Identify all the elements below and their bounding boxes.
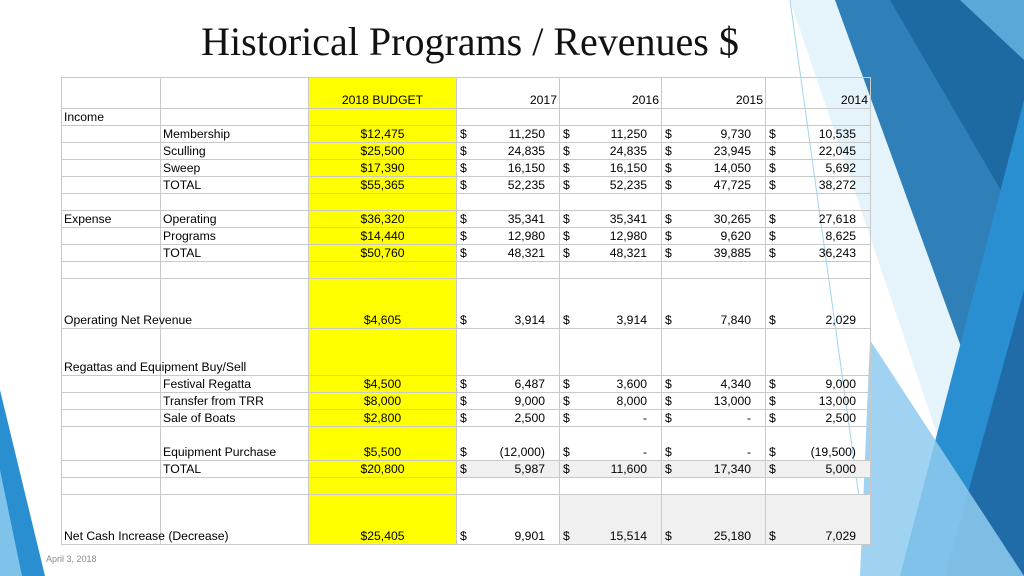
empty-cell xyxy=(662,329,766,376)
currency-symbol: $ xyxy=(769,212,776,226)
spacer-row xyxy=(62,478,871,495)
empty-cell xyxy=(560,194,662,211)
currency-symbol: $ xyxy=(665,212,672,226)
empty-cell xyxy=(662,262,766,279)
empty-cell xyxy=(161,194,309,211)
amount-value: 23,945 xyxy=(713,144,751,158)
row-label: Sale of Boats xyxy=(161,410,309,427)
amount-value: 2,029 xyxy=(825,313,856,327)
amount-cell xyxy=(662,177,766,194)
empty-cell xyxy=(766,262,871,279)
table-row xyxy=(62,177,871,194)
section-label: Regattas and Equipment Buy/Sell xyxy=(62,329,161,376)
amount-value: 39,885 xyxy=(713,246,751,260)
table-row xyxy=(62,228,871,245)
budget-cell: $36,320 xyxy=(309,211,457,228)
currency-symbol: $ xyxy=(563,229,570,243)
amount-value: 7,029 xyxy=(825,529,856,543)
amount-cell xyxy=(457,211,560,228)
empty-cell xyxy=(161,478,309,495)
currency-symbol: $ xyxy=(563,411,570,425)
empty-cell xyxy=(662,194,766,211)
currency-symbol: $ xyxy=(769,445,776,459)
header-empty-cell xyxy=(62,78,161,109)
section-label: Operating Net Revenue xyxy=(62,279,161,329)
amount-value: 25,180 xyxy=(713,529,751,543)
amount-cell xyxy=(662,143,766,160)
currency-symbol: $ xyxy=(769,178,776,192)
row-label: TOTAL xyxy=(161,245,309,262)
header-row xyxy=(62,78,871,109)
amount-cell xyxy=(560,279,662,329)
budget-empty-cell xyxy=(309,329,457,376)
header-2014: 2014 xyxy=(766,78,871,109)
currency-symbol: $ xyxy=(665,127,672,141)
currency-symbol: $ xyxy=(563,246,570,260)
currency-symbol: $ xyxy=(460,394,467,408)
empty-cell xyxy=(161,109,309,126)
amount-value: 48,321 xyxy=(609,246,647,260)
amount-value: 11,250 xyxy=(508,127,545,141)
currency-symbol: $ xyxy=(563,161,570,175)
empty-cell xyxy=(62,160,161,177)
empty-cell xyxy=(62,126,161,143)
amount-cell xyxy=(457,461,560,478)
currency-symbol: $ xyxy=(460,127,467,141)
currency-symbol: $ xyxy=(460,411,467,425)
amount-value: 14,050 xyxy=(713,161,751,175)
amount-cell xyxy=(662,160,766,177)
amount-cell xyxy=(662,245,766,262)
empty-cell xyxy=(457,262,560,279)
amount-value: 38,272 xyxy=(818,178,856,192)
table-row xyxy=(62,211,871,228)
amount-cell xyxy=(560,211,662,228)
amount-value: 5,000 xyxy=(825,462,856,476)
amount-value: 10,535 xyxy=(818,127,856,141)
empty-cell xyxy=(662,109,766,126)
currency-symbol: $ xyxy=(563,462,570,476)
amount-value: 12,980 xyxy=(507,229,545,243)
empty-cell xyxy=(662,478,766,495)
amount-cell xyxy=(457,279,560,329)
amount-value: 6,487 xyxy=(514,377,545,391)
header-empty-cell xyxy=(161,78,309,109)
amount-value: 16,150 xyxy=(507,161,545,175)
amount-value: - xyxy=(642,411,647,425)
currency-symbol: $ xyxy=(769,229,776,243)
amount-cell xyxy=(766,495,871,545)
empty-cell xyxy=(62,427,161,461)
amount-value: 13,000 xyxy=(818,394,856,408)
currency-symbol: $ xyxy=(460,246,467,260)
amount-cell xyxy=(560,177,662,194)
amount-value: 11,250 xyxy=(610,127,647,141)
empty-cell xyxy=(457,329,560,376)
amount-value: 48,321 xyxy=(507,246,545,260)
table-row xyxy=(62,393,871,410)
currency-symbol: $ xyxy=(665,178,672,192)
amount-cell xyxy=(560,427,662,461)
amount-value: 3,914 xyxy=(616,313,647,327)
empty-cell xyxy=(457,194,560,211)
amount-cell xyxy=(457,410,560,427)
amount-cell xyxy=(560,495,662,545)
empty-cell xyxy=(560,329,662,376)
row-label: TOTAL xyxy=(161,461,309,478)
row-label: Transfer from TRR xyxy=(161,393,309,410)
row-label: Sweep xyxy=(161,160,309,177)
budget-cell: $4,605 xyxy=(309,279,457,329)
currency-symbol: $ xyxy=(563,127,570,141)
amount-cell xyxy=(457,427,560,461)
currency-symbol: $ xyxy=(460,161,467,175)
amount-cell xyxy=(766,211,871,228)
amount-value: 3,600 xyxy=(616,377,647,391)
amount-cell xyxy=(560,160,662,177)
currency-symbol: $ xyxy=(769,313,776,327)
currency-symbol: $ xyxy=(665,161,672,175)
empty-cell xyxy=(560,109,662,126)
amount-value: - xyxy=(746,411,751,425)
amount-value: 52,235 xyxy=(609,178,647,192)
amount-cell xyxy=(766,279,871,329)
table-row xyxy=(62,410,871,427)
currency-symbol: $ xyxy=(460,212,467,226)
empty-cell xyxy=(62,228,161,245)
budget-cell: $12,475 xyxy=(309,126,457,143)
budget-cell: $55,365 xyxy=(309,177,457,194)
amount-value: (19,500) xyxy=(810,445,856,459)
budget-cell: $17,390 xyxy=(309,160,457,177)
amount-value: 8,000 xyxy=(616,394,647,408)
row-label: Membership xyxy=(161,126,309,143)
amount-value: 36,243 xyxy=(818,246,856,260)
amount-cell xyxy=(766,393,871,410)
amount-cell xyxy=(560,228,662,245)
amount-value: 5,692 xyxy=(825,161,856,175)
amount-value: 52,235 xyxy=(507,178,545,192)
empty-cell xyxy=(62,262,161,279)
amount-cell xyxy=(457,160,560,177)
empty-cell xyxy=(62,410,161,427)
budget-cell: $8,000 xyxy=(309,393,457,410)
amount-cell xyxy=(766,160,871,177)
amount-cell xyxy=(457,177,560,194)
empty-cell xyxy=(560,478,662,495)
row-label: Operating xyxy=(161,211,309,228)
table-row xyxy=(62,376,871,393)
currency-symbol: $ xyxy=(563,144,570,158)
amount-value: 9,000 xyxy=(514,394,545,408)
empty-cell xyxy=(62,245,161,262)
empty-cell xyxy=(161,262,309,279)
currency-symbol: $ xyxy=(563,445,570,459)
table-row xyxy=(62,245,871,262)
amount-cell xyxy=(457,376,560,393)
amount-cell xyxy=(766,376,871,393)
amount-cell xyxy=(560,461,662,478)
amount-cell xyxy=(560,143,662,160)
currency-symbol: $ xyxy=(460,313,467,327)
currency-symbol: $ xyxy=(665,394,672,408)
budget-cell: $2,800 xyxy=(309,410,457,427)
amount-cell xyxy=(457,143,560,160)
currency-symbol: $ xyxy=(460,445,467,459)
amount-cell xyxy=(560,393,662,410)
currency-symbol: $ xyxy=(563,394,570,408)
currency-symbol: $ xyxy=(460,144,467,158)
amount-value: 11,600 xyxy=(610,462,647,476)
budget-empty-cell xyxy=(309,109,457,126)
budget-cell: $4,500 xyxy=(309,376,457,393)
section-row-regattas xyxy=(62,329,871,376)
table-row xyxy=(62,495,871,545)
currency-symbol: $ xyxy=(665,246,672,260)
table-row xyxy=(62,160,871,177)
footer-date: April 3, 2018 xyxy=(46,554,97,564)
currency-symbol: $ xyxy=(769,462,776,476)
amount-value: - xyxy=(746,445,751,459)
section-label: Expense xyxy=(62,211,161,228)
currency-symbol: $ xyxy=(769,394,776,408)
header-2016: 2016 xyxy=(560,78,662,109)
amount-value: 27,618 xyxy=(818,212,856,226)
currency-symbol: $ xyxy=(563,178,570,192)
amount-cell xyxy=(560,126,662,143)
budget-empty-cell xyxy=(309,194,457,211)
budget-cell: $50,760 xyxy=(309,245,457,262)
amount-cell xyxy=(662,410,766,427)
table-row xyxy=(62,143,871,160)
currency-symbol: $ xyxy=(769,411,776,425)
empty-cell xyxy=(766,478,871,495)
amount-cell xyxy=(662,495,766,545)
currency-symbol: $ xyxy=(665,529,672,543)
budget-cell: $5,500 xyxy=(309,427,457,461)
row-label: Festival Regatta xyxy=(161,376,309,393)
section-label: Net Cash Increase (Decrease) xyxy=(62,495,161,545)
empty-cell xyxy=(62,478,161,495)
amount-cell xyxy=(457,245,560,262)
currency-symbol: $ xyxy=(460,529,467,543)
empty-cell xyxy=(62,461,161,478)
amount-cell xyxy=(766,427,871,461)
amount-cell xyxy=(457,393,560,410)
empty-cell xyxy=(766,109,871,126)
amount-cell xyxy=(457,495,560,545)
empty-cell xyxy=(62,194,161,211)
amount-value: 13,000 xyxy=(713,394,751,408)
amount-value: 9,000 xyxy=(825,377,856,391)
amount-value: 24,835 xyxy=(609,144,647,158)
amount-cell xyxy=(662,461,766,478)
budget-cell: $14,440 xyxy=(309,228,457,245)
amount-cell xyxy=(766,461,871,478)
table-row xyxy=(62,461,871,478)
amount-value: 7,840 xyxy=(720,313,751,327)
currency-symbol: $ xyxy=(665,462,672,476)
header-2017: 2017 xyxy=(457,78,560,109)
currency-symbol: $ xyxy=(563,212,570,226)
amount-value: 3,914 xyxy=(514,313,545,327)
currency-symbol: $ xyxy=(665,313,672,327)
section-label: Income xyxy=(62,109,161,126)
budget-cell: $25,405 xyxy=(309,495,457,545)
amount-value: 9,730 xyxy=(720,127,751,141)
amount-value: (12,000) xyxy=(499,445,545,459)
amount-value: 35,341 xyxy=(507,212,545,226)
amount-value: 2,500 xyxy=(825,411,856,425)
empty-cell xyxy=(62,177,161,194)
row-label: Sculling xyxy=(161,143,309,160)
amount-value: 8,625 xyxy=(825,229,856,243)
row-label: TOTAL xyxy=(161,177,309,194)
table-row xyxy=(62,427,871,461)
table-row xyxy=(62,279,871,329)
amount-value: 24,835 xyxy=(507,144,545,158)
amount-value: - xyxy=(642,445,647,459)
currency-symbol: $ xyxy=(460,462,467,476)
amount-cell xyxy=(457,228,560,245)
header-2015: 2015 xyxy=(662,78,766,109)
budget-cell: $25,500 xyxy=(309,143,457,160)
currency-symbol: $ xyxy=(665,229,672,243)
amount-cell xyxy=(766,228,871,245)
amount-cell xyxy=(662,279,766,329)
currency-symbol: $ xyxy=(769,377,776,391)
amount-value: 30,265 xyxy=(713,212,751,226)
row-label: Equipment Purchase xyxy=(161,427,309,461)
budget-empty-cell xyxy=(309,262,457,279)
amount-value: 4,340 xyxy=(720,377,751,391)
amount-cell xyxy=(766,245,871,262)
currency-symbol: $ xyxy=(665,144,672,158)
amount-cell xyxy=(560,245,662,262)
amount-cell xyxy=(662,393,766,410)
budget-cell: $20,800 xyxy=(309,461,457,478)
amount-cell xyxy=(662,376,766,393)
amount-cell xyxy=(662,211,766,228)
amount-value: 9,901 xyxy=(514,529,545,543)
amount-cell xyxy=(560,410,662,427)
amount-value: 22,045 xyxy=(818,144,856,158)
amount-value: 17,340 xyxy=(713,462,751,476)
currency-symbol: $ xyxy=(769,161,776,175)
amount-cell xyxy=(766,143,871,160)
currency-symbol: $ xyxy=(769,144,776,158)
page-title: Historical Programs / Revenues $ xyxy=(201,19,739,64)
spacer-row xyxy=(62,194,871,211)
empty-cell xyxy=(560,262,662,279)
currency-symbol: $ xyxy=(665,445,672,459)
empty-cell xyxy=(766,329,871,376)
currency-symbol: $ xyxy=(769,127,776,141)
amount-value: 12,980 xyxy=(609,229,647,243)
row-label: Programs xyxy=(161,228,309,245)
budget-empty-cell xyxy=(309,478,457,495)
amount-cell xyxy=(766,126,871,143)
currency-symbol: $ xyxy=(563,377,570,391)
currency-symbol: $ xyxy=(460,229,467,243)
amount-cell xyxy=(662,427,766,461)
amount-value: 9,620 xyxy=(720,229,751,243)
empty-cell xyxy=(62,376,161,393)
amount-value: 15,514 xyxy=(609,529,647,543)
currency-symbol: $ xyxy=(563,529,570,543)
empty-cell xyxy=(457,109,560,126)
amount-value: 16,150 xyxy=(609,161,647,175)
empty-cell xyxy=(62,393,161,410)
amount-cell xyxy=(766,177,871,194)
financial-table xyxy=(61,77,871,545)
currency-symbol: $ xyxy=(460,178,467,192)
currency-symbol: $ xyxy=(563,313,570,327)
empty-cell xyxy=(457,478,560,495)
section-row-income xyxy=(62,109,871,126)
amount-cell xyxy=(662,126,766,143)
amount-value: 5,987 xyxy=(514,462,545,476)
empty-cell xyxy=(62,143,161,160)
amount-value: 2,500 xyxy=(514,411,545,425)
currency-symbol: $ xyxy=(460,377,467,391)
currency-symbol: $ xyxy=(769,529,776,543)
amount-cell xyxy=(662,228,766,245)
currency-symbol: $ xyxy=(769,246,776,260)
amount-value: 35,341 xyxy=(609,212,647,226)
amount-cell xyxy=(766,410,871,427)
amount-value: 47,725 xyxy=(713,178,751,192)
amount-cell xyxy=(457,126,560,143)
currency-symbol: $ xyxy=(665,411,672,425)
table-row xyxy=(62,126,871,143)
header-2018-budget: 2018 BUDGET xyxy=(309,78,457,109)
spacer-row xyxy=(62,262,871,279)
currency-symbol: $ xyxy=(665,377,672,391)
amount-cell xyxy=(560,376,662,393)
empty-cell xyxy=(766,194,871,211)
